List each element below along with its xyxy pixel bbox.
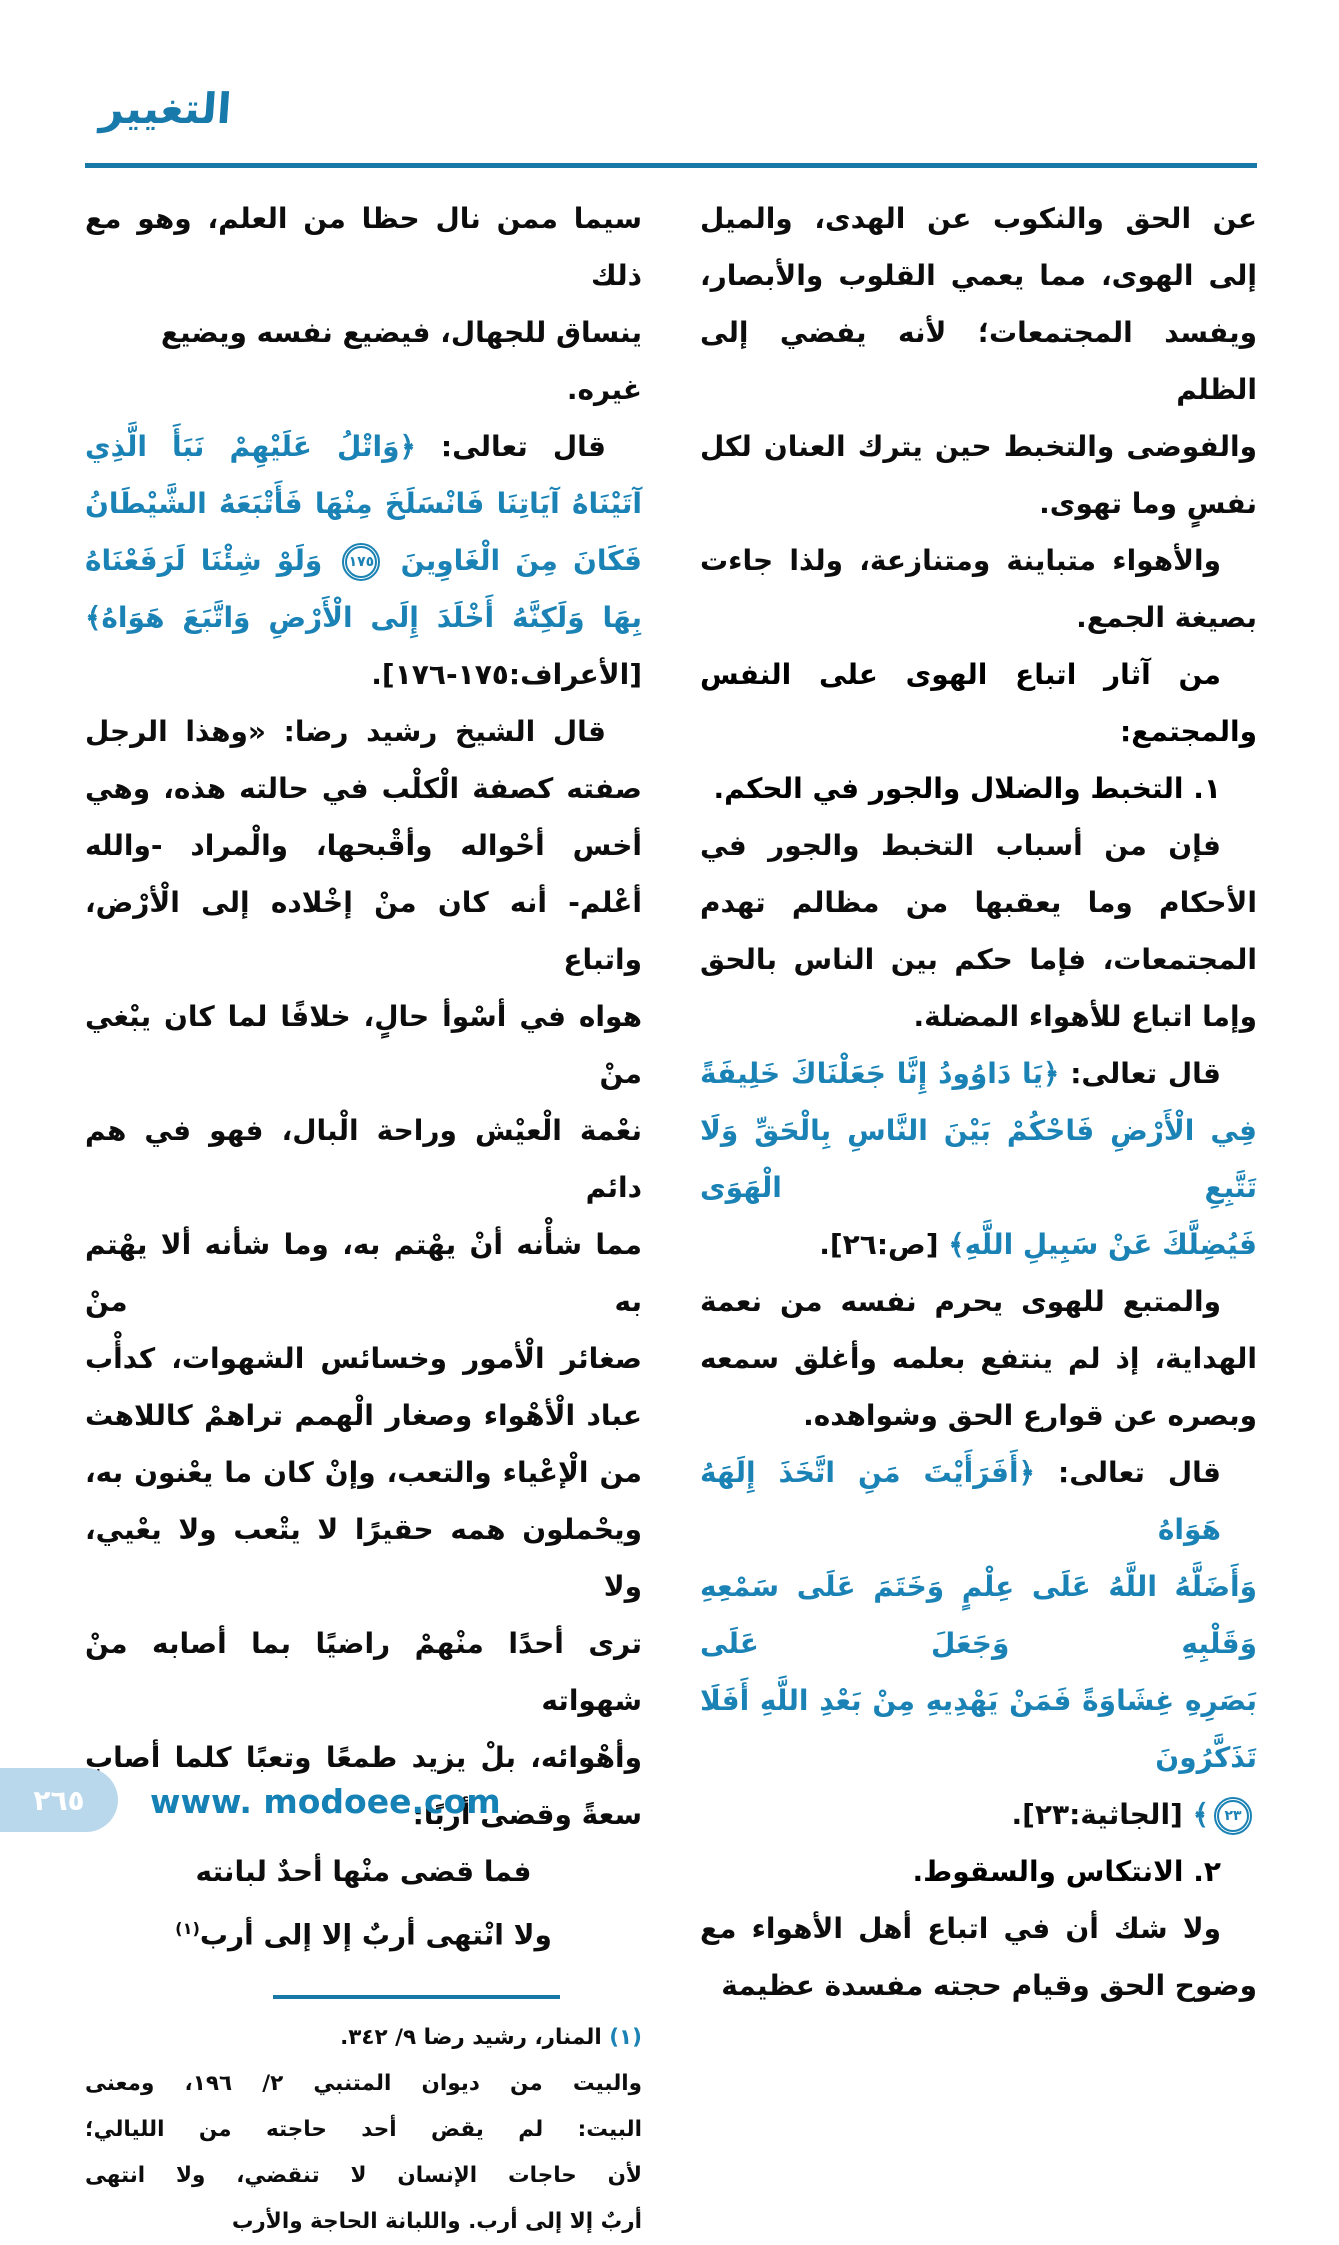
page-header-title: التغيير <box>98 84 234 133</box>
body-text: المنار، رشيد رضا ٩/ ٣٤٢. <box>340 2025 602 2051</box>
text-line <box>85 1501 642 1615</box>
text-line <box>85 190 642 304</box>
quran-text: فَيُضِلَّكَ عَنْ سَبِيلِ اللَّهِ﴾ <box>938 1228 1257 1261</box>
text-line <box>85 1216 642 1330</box>
body-text: هواه في أسْوأ حالٍ، خلافًا لما كان يبْغي منْ <box>85 1000 642 1090</box>
text-line <box>85 1444 642 1501</box>
quran-text: ﴾ <box>1182 1798 1209 1831</box>
heading-text: والمجتمع: <box>1120 715 1257 748</box>
body-text: ويحْملون همه حقيرًا لا يتْعب ولا يعْيي، ولا <box>85 1513 642 1603</box>
text-line <box>700 646 1257 703</box>
body-text: والأهواء متباينة ومتنازعة، ولذا جاءت <box>700 544 1221 577</box>
quran-text: آتَيْنَاهُ آيَاتِنَا فَانْسَلَخَ مِنْهَا فَأَتْبَعَهُ الشَّيْطَانُ <box>85 487 642 520</box>
text-line <box>700 760 1257 817</box>
text-line <box>700 304 1257 418</box>
header-rule <box>85 163 1257 168</box>
text-line <box>85 703 642 760</box>
body-text: قال تعالى: <box>1059 1057 1221 1090</box>
text-line <box>85 646 642 703</box>
text-line <box>85 817 642 874</box>
text-line <box>85 304 642 418</box>
text-line <box>85 2015 642 2061</box>
text-line <box>85 532 642 589</box>
quran-text: ﴿وَاتْلُ عَلَيْهِمْ نَبَأَ الَّذِي <box>85 430 416 463</box>
body-text: وبصره عن قوارع الحق وشواهده. <box>803 1399 1257 1432</box>
text-columns <box>85 190 1257 2245</box>
text-line <box>700 589 1257 646</box>
verse-number-ornament: ٢٣ <box>1214 1797 1252 1835</box>
verse-reference: [الأعراف:١٧٥-١٧٦]. <box>371 658 642 691</box>
body-text: ترى أحدًا منْهمْ راضيًا بما أصابه منْ شهواته <box>85 1627 642 1717</box>
body-text: ويفسد المجتمعات؛ لأنه يفضي إلى الظلم <box>700 316 1257 406</box>
text-line <box>85 2061 642 2107</box>
quran-text: وَأَضَلَّهُ اللَّهُ عَلَى عِلْمٍ وَخَتَمَ عَلَى سَمْعِهِ وَقَلْبِهِ وَجَعَلَ عَلَى <box>700 1570 1257 1660</box>
text-line <box>700 1102 1257 1216</box>
body-text: سعةً وقضى أربًا: <box>412 1798 642 1831</box>
text-line <box>85 2199 642 2245</box>
quran-text: ﴿أَفَرَأَيْتَ مَنِ اتَّخَذَ إِلَهَهُ هَوَاهُ <box>700 1456 1221 1546</box>
quran-text: فَكَانَ مِنَ الْغَاوِينَ <box>385 544 642 577</box>
text-line <box>700 1273 1257 1330</box>
text-line <box>700 703 1257 760</box>
verse-reference: [ص:٢٦]. <box>819 1228 939 1261</box>
footnote-superscript: (١) <box>175 1919 200 1938</box>
text-line <box>700 1900 1257 1957</box>
column-right <box>700 190 1257 2245</box>
text-line <box>85 1615 642 1729</box>
body-text: ولا انْتهى أربٌ إلا إلى أرب <box>199 1918 552 1952</box>
text-line <box>700 1444 1257 1558</box>
body-text: عباد الْأهْواء وصغار الْهمم تراهمْ كاللاهث <box>85 1399 642 1432</box>
text-line <box>85 589 642 646</box>
text-line <box>85 1843 642 1900</box>
body-text: سيما ممن نال حظا من العلم، وهو مع ذلك <box>85 202 642 292</box>
text-line <box>85 418 642 475</box>
body-text: وإما اتباع للأهواء المضلة. <box>913 1000 1257 1033</box>
quran-text: بِهَا وَلَكِنَّهُ أَخْلَدَ إِلَى الْأَرْضِ وَاتَّبَعَ هَوَاهُ﴾ <box>85 601 642 634</box>
column-left <box>85 190 642 2245</box>
text-line <box>700 1045 1257 1102</box>
body-text: قال تعالى: <box>415 430 606 463</box>
text-line <box>700 817 1257 874</box>
text-line <box>700 1672 1257 1786</box>
body-text: عن الحق والنكوب عن الهدى، والميل <box>700 202 1257 235</box>
body-text: أعْلم- أنه كان منْ إخْلاده إلى الْأرْض، واتباع <box>85 886 642 976</box>
website-text: www. modoee.com <box>150 1782 501 1821</box>
text-line <box>700 1843 1257 1900</box>
body-text: الهداية، إذ لم ينتفع بعلمه وأغلق سمعه <box>700 1342 1257 1375</box>
text-line <box>700 988 1257 1045</box>
body-text: ينساق للجهال، فيضيع نفسه ويضيع غيره. <box>160 316 642 406</box>
text-line <box>700 532 1257 589</box>
text-line <box>700 1216 1257 1273</box>
body-text: فما قضى منْها أحدٌ لبانته <box>195 1855 532 1888</box>
heading-text: من آثار اتباع الهوى على النفس <box>700 658 1221 691</box>
text-line <box>700 190 1257 247</box>
footnote-divider <box>273 1995 560 1999</box>
body-text: ولا شك أن في اتباع أهل الأهواء مع <box>700 1912 1221 1945</box>
quran-text: بَصَرِهِ غِشَاوَةً فَمَنْ يَهْدِيهِ مِنْ بَعْدِ اللَّهِ أَفَلَا تَذَكَّرُونَ <box>700 1684 1257 1774</box>
quran-text: ﴿يَا دَاوُودُ إِنَّا جَعَلْنَاكَ خَلِيفَةً <box>700 1057 1060 1090</box>
page-number-badge <box>0 1768 118 1832</box>
body-text: بصيغة الجمع. <box>1076 601 1257 634</box>
quran-text: وَلَوْ شِئْنَا لَرَفَعْنَاهُ <box>85 544 338 577</box>
page-number: ٢٦٥ <box>33 1783 85 1817</box>
text-line <box>85 760 642 817</box>
text-line <box>700 931 1257 988</box>
text-line <box>700 1957 1257 2014</box>
verse-number-ornament: ١٧٥ <box>342 543 380 581</box>
text-line <box>700 418 1257 475</box>
body-text: لأن حاجات الإنسان لا تنقضي، ولا انتهى <box>85 2163 642 2189</box>
text-line <box>700 247 1257 304</box>
text-line <box>700 475 1257 532</box>
body-text: مما شأْنه أنْ يهْتم به، وما شأنه ألا يهْتم به منْ <box>85 1228 642 1318</box>
body-text: نفسٍ وما تهوى. <box>1039 487 1257 520</box>
body-text: والبيت من ديوان المتنبي ٢/ ١٩٦، ومعنى <box>85 2071 643 2097</box>
text-line <box>85 2153 642 2199</box>
body-text: قال الشيخ رشيد رضا: «وهذا الرجل <box>85 715 606 748</box>
body-text: البيت: لم يقض أحد حاجته من الليالي؛ <box>85 2117 642 2143</box>
text-line <box>700 1558 1257 1672</box>
body-text: من الْإعْياء والتعب، وإنْ كان ما يعْنون به، <box>85 1456 642 1489</box>
body-text: المجتمعات، فإما حكم بين الناس بالحق <box>700 943 1257 976</box>
body-text: أربٌ إلا إلى أرب. واللبانة الحاجة والأرب <box>231 2209 642 2235</box>
text-line <box>85 1102 642 1216</box>
text-line <box>85 1330 642 1387</box>
heading-text: ١. التخبط والضلال والجور في الحكم. <box>713 772 1221 805</box>
text-line <box>85 1387 642 1444</box>
body-text: فإن من أسباب التخبط والجور في <box>700 829 1221 862</box>
text-line <box>700 1387 1257 1444</box>
text-line <box>700 1330 1257 1387</box>
body-text: أخس أحْواله وأقْبحها، والْمراد -والله <box>85 829 642 862</box>
body-text: الأحكام وما يعقبها من مظالم تهدم <box>700 886 1257 919</box>
text-line <box>700 1786 1257 1843</box>
footnote <box>85 2015 642 2245</box>
body-text: والفوضى والتخبط حين يترك العنان لكل <box>700 430 1257 463</box>
text-line <box>85 2107 642 2153</box>
text-line <box>85 1729 642 1786</box>
body-text: صفته كصفة الْكلْب في حالته هذه، وهي <box>85 772 642 805</box>
body-text: قال تعالى: <box>1035 1456 1222 1489</box>
verse-reference: [الجاثية:٢٣]. <box>1011 1798 1183 1831</box>
body-text: نعْمة الْعيْش وراحة الْبال، فهو في هم دائم <box>85 1114 642 1204</box>
body-text: وضوح الحق وقيام حجته مفسدة عظيمة <box>721 1969 1257 2002</box>
text-line <box>85 874 642 988</box>
heading-text: ٢. الانتكاس والسقوط. <box>912 1855 1221 1888</box>
footnote-block <box>85 1995 642 2245</box>
column-left-main-text <box>85 190 642 1963</box>
body-text: إلى الهوى، مما يعمي القلوب والأبصار، <box>700 259 1257 292</box>
text-line <box>85 988 642 1102</box>
footnote-marker: (١) <box>601 2025 642 2051</box>
text-line <box>85 1900 642 1963</box>
body-text: صغائر الْأمور وخسائس الشهوات، كدأْب <box>85 1342 642 1375</box>
quran-text: فِي الْأَرْضِ فَاحْكُمْ بَيْنَ النَّاسِ بِالْحَقِّ وَلَا تَتَّبِعِ الْهَوَى <box>700 1114 1257 1204</box>
text-line <box>85 475 642 532</box>
body-text: والمتبع للهوى يحرم نفسه من نعمة <box>700 1285 1221 1318</box>
body-text: وأهْوائه، بلْ يزيد طمعًا وتعبًا كلما أصاب <box>85 1741 642 1774</box>
text-line <box>700 874 1257 931</box>
